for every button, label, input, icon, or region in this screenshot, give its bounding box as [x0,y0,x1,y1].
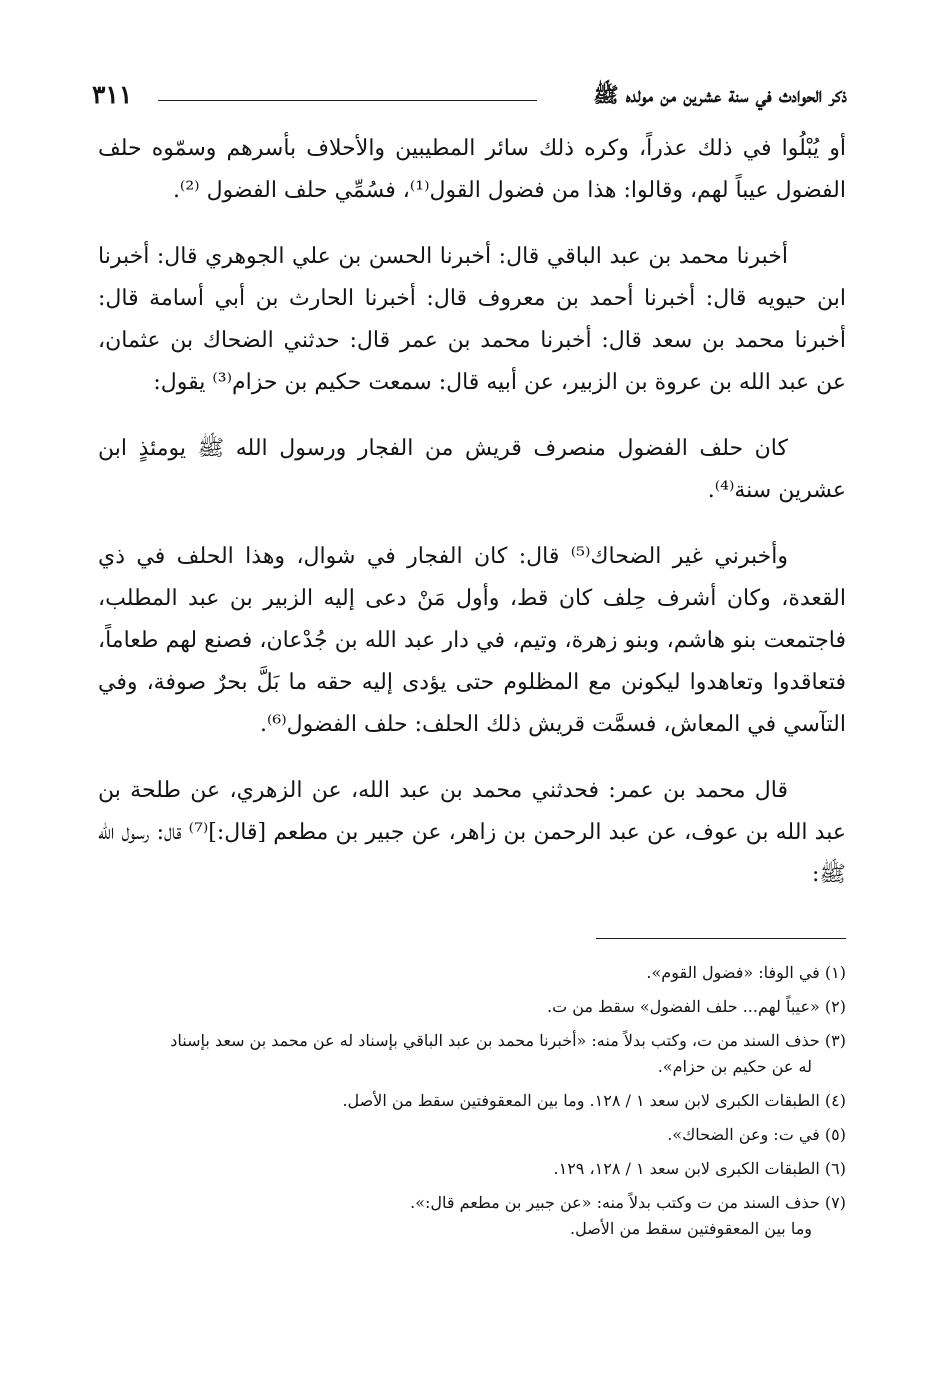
footnote [98,1156,846,1182]
footnote-text: (١) في الوفا: «فضول القوم». [646,963,846,982]
footnote [98,1028,846,1080]
footnote-text: (٤) الطبقات الكبرى لابن سعد ١ / ١٢٨. وما بين المعقوفتين سقط من الأصل. [342,1091,846,1110]
footnote-text: (٣) حذف السند من ت، وكتب بدلاً منه: «أخبرنا محمد بن عبد الباقي بإسناد له عن محمد بن سعد بإسناد [170,1031,846,1050]
paragraph: قال محمد بن عمر: فحدثني محمد بن عبد الله، عن الزهري، عن طلحة بن عبد الله بن عوف، عن عبد الرحمن بن زاهر، عن جبير بن مطعم [قال:]⁽⁷⁾ قال: رسول الله ﷺ: [98,778,846,887]
footnote [98,1088,846,1114]
page-header [92,78,847,122]
footnote-text: (٢) «عيباً لهم... حلف الفضول» سقط من ت. [546,997,846,1016]
footnote-separator [596,938,846,939]
page-number: ٣١١ [92,80,133,109]
footnote [98,1122,846,1148]
paragraph: كان حلف الفضول منصرف قريش من الفجار ورسول الله ﷺ يومئذٍ ابن عشرين سنة⁽⁴⁾. [98,436,846,503]
footnote [98,1190,846,1242]
footnote-continuation: وما بين المعقوفتين سقط من الأصل. [570,1219,812,1238]
paragraph: أخبرنا محمد بن عبد الباقي قال: أخبرنا الحسن بن علي الجوهري قال: أخبرنا ابن حيويه قال: أخبرنا أحمد بن معروف قال: أخبرنا الحارث بن أبي أسامة قال: أخبرنا محمد بن سعد قال: أخبرنا محمد بن عمر قال: حدثني الضحاك بن عثمان، عن عبد الله بن عروة بن الزبير، عن أبيه قال: سمعت حكيم بن حزام⁽³⁾ يقول: [98,244,846,395]
footnote [98,960,846,986]
header-rule [158,100,537,101]
paragraph: أو يُبْلُوا في ذلك عذراً، وكره ذلك سائر المطيبين والأحلاف بأسرهم وسمّوه حلف الفضول عيباً لهم، وقالوا: هذا من فضول القول⁽¹⁾، فسُمِّي حلف الفضول ⁽²⁾. [98,136,846,203]
footnote-text: (٦) الطبقات الكبرى لابن سعد ١ / ١٢٨، ١٢٩. [553,1159,846,1178]
footnote-text: (٥) في ت: وعن الضحاك». [667,1125,846,1144]
footnote-text: (٧) حذف السند من ت وكتب بدلاً منه: «عن جبير بن مطعم قال:». [410,1193,846,1212]
footnote-continuation: له عن حكيم بن حزام». [657,1057,812,1076]
main-text [98,128,846,920]
footnotes [98,960,846,1250]
paragraph: وأخبرني غير الضحاك⁽⁵⁾ قال: كان الفجار في شوال، وهذا الحلف في ذي القعدة، وكان أشرف حِلف كان قط، وأول مَنْ دعى إليه الزبير بن عبد المطلب، فاجتمعت بنو هاشم، وبنو زهرة، وتيم، في دار عبد الله بن جُدْعان، فصنع لهم طعاماً، فتعاقدوا وتعاهدوا ليكونن مع المظلوم حتى يؤدى إليه حقه ما بَلَّ بحرٌ صوفة، وفي التآسي في المعاش، فسمَّت قريش ذلك الحلف: حلف الفضول⁽⁶⁾. [98,544,846,737]
footnote [98,994,846,1020]
running-title: ذكر الحوادث في سنة عشرين من مولده ﷺ [593,82,847,107]
